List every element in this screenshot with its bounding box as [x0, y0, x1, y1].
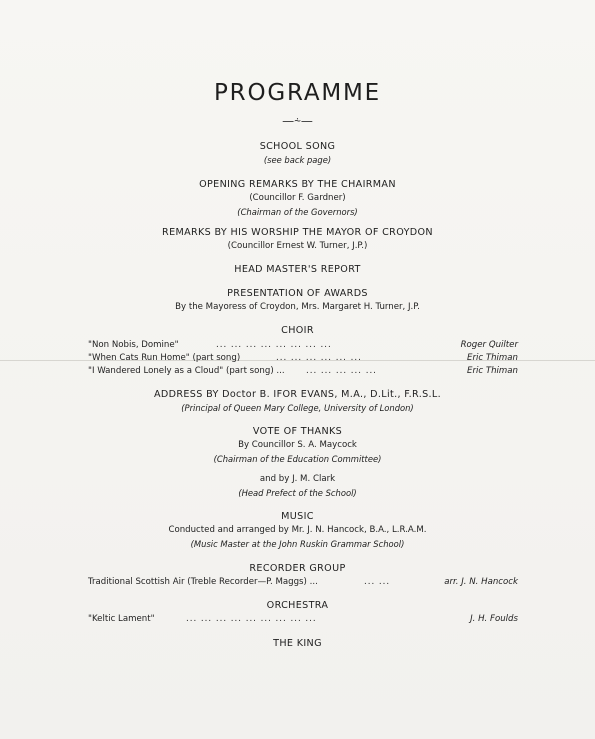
- choir-item-title: "I Wandered Lonely as a Cloud" (part song) ...: [88, 366, 285, 376]
- opening-name: (Councillor F. Gardner): [249, 193, 346, 203]
- orchestra-item-title: "Keltic Lament": [88, 614, 155, 624]
- opening-heading: OPENING REMARKS BY THE CHAIRMAN: [199, 179, 396, 190]
- choir-item-title: "When Cats Run Home" (part song): [88, 353, 241, 363]
- mayor-name: (Councillor Ernest W. Turner, J.P.): [227, 241, 368, 251]
- thanks-role-1: (Chairman of the Education Committee): [213, 454, 382, 464]
- recorder-item-author: arr. J. N. Hancock: [444, 577, 518, 587]
- music-role: (Music Master at the John Ruskin Grammar School): [190, 539, 405, 549]
- choir-item-author: Eric Thiman: [467, 353, 518, 363]
- school-song-note: (see back page): [263, 155, 332, 165]
- choir-item: [88, 340, 518, 353]
- choir-item: [88, 353, 518, 366]
- music-heading: MUSIC: [281, 511, 314, 522]
- orchestra-item: [88, 614, 518, 627]
- king-heading: THE KING: [273, 638, 322, 649]
- thanks-role-2: (Head Prefect of the School): [238, 488, 357, 498]
- mayor-heading: REMARKS BY HIS WORSHIP THE MAYOR OF CROYDON: [162, 227, 433, 238]
- leader-dots: ... ... ... ... ... ... ... ...: [216, 340, 332, 350]
- choir-heading: CHOIR: [281, 325, 314, 336]
- awards-heading: PRESENTATION OF AWARDS: [227, 288, 368, 299]
- leader-dots: ... ... ... ... ...: [306, 366, 377, 376]
- awards-detail: By the Mayoress of Croydon, Mrs. Margaret H. Turner, J.P.: [175, 302, 420, 312]
- choir-item-author: Eric Thiman: [467, 366, 518, 376]
- choir-item-title: "Non Nobis, Domine": [88, 340, 179, 350]
- choir-item-author: Roger Quilter: [460, 340, 518, 350]
- address-role: (Principal of Queen Mary College, University of London): [181, 403, 414, 413]
- leader-dots: ... ... ... ... ... ... ... ... ...: [186, 614, 317, 624]
- title-ornament: —⸞—: [282, 114, 313, 128]
- orchestra-item-author: J. H. Foulds: [470, 614, 518, 624]
- school-song-heading: SCHOOL SONG: [259, 141, 336, 152]
- thanks-heading: VOTE OF THANKS: [252, 426, 343, 437]
- page-title: PROGRAMME: [214, 80, 381, 106]
- leader-dots: ... ...: [364, 577, 391, 587]
- choir-item: [88, 366, 518, 379]
- leader-dots: ... ... ... ... ... ...: [276, 353, 362, 363]
- music-detail: Conducted and arranged by Mr. J. N. Hancock, B.A., L.R.A.M.: [168, 525, 427, 535]
- recorder-heading: RECORDER GROUP: [249, 563, 346, 574]
- thanks-by-1: By Councillor S. A. Maycock: [238, 440, 357, 450]
- address-heading: ADDRESS BY Doctor B. IFOR EVANS, M.A., D.Lit., F.R.S.L.: [153, 389, 442, 400]
- thanks-by-2: and by J. M. Clark: [259, 474, 336, 484]
- report-heading: HEAD MASTER'S REPORT: [234, 264, 361, 275]
- orchestra-heading: ORCHESTRA: [266, 600, 329, 611]
- recorder-item: [88, 577, 518, 590]
- opening-role: (Chairman of the Governors): [237, 207, 358, 217]
- recorder-item-title: Traditional Scottish Air (Treble Recorder—P. Maggs) ...: [88, 577, 318, 587]
